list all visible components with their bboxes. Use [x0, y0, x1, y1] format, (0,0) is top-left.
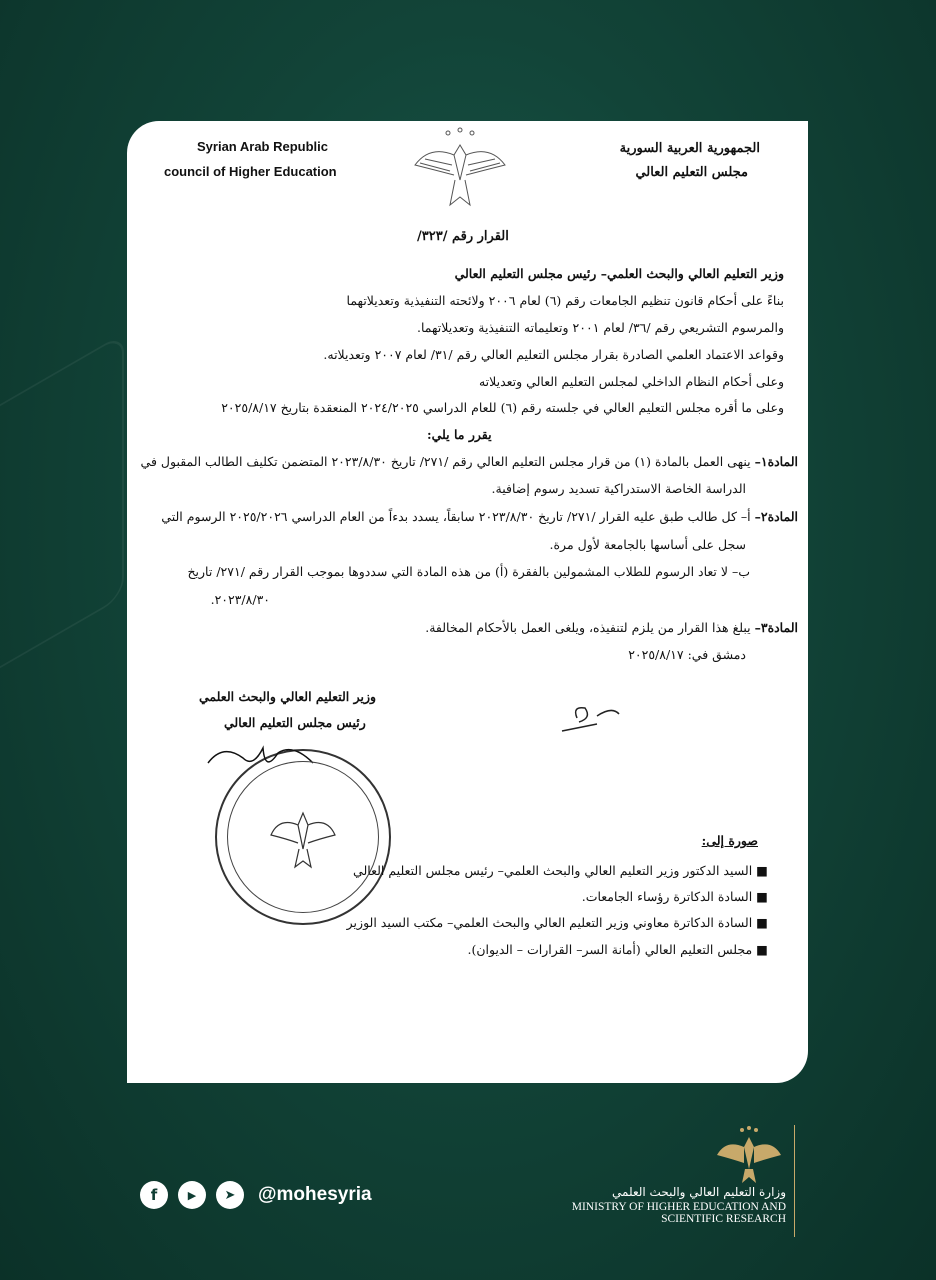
telegram-icon[interactable]: ➤: [216, 1181, 244, 1209]
decides-heading: يقرر ما يلي:: [427, 427, 492, 442]
article-2-label: المادة٢–: [754, 509, 798, 524]
article-3-label: المادة٣–: [754, 620, 798, 635]
copy-recipient: ■ السيد الدكتور وزير التعليم العالي والبحث العلمي– رئيس مجلس التعليم العالي: [353, 863, 768, 878]
official-stamp: [215, 749, 391, 925]
article-2b-cont: [211, 592, 750, 607]
article-1-text: ينهى العمل بالمادة (١) من قرار مجلس التعليم العالي رقم /٢٧١/ تاريخ ٢٠٢٣/٨/٣٠ المتضمن تكليف الطالب المقبول في: [140, 454, 751, 469]
social-links: [140, 1181, 372, 1209]
header-ar-council: مجلس التعليم العالي: [635, 165, 748, 180]
copy-recipient: ■ السادة الدكاترة رؤساء الجامعات.: [581, 889, 768, 904]
header-en-council: council of Higher Education: [164, 164, 337, 179]
facebook-icon[interactable]: f: [140, 1181, 168, 1209]
preamble-line: وقواعد الاعتماد العلمي الصادرة بقرار مجلس التعليم العالي رقم /٣١/ لعام ٢٠٠٧ وتعديلاته.: [323, 347, 784, 362]
article-1-label: المادة١–: [754, 454, 798, 469]
signatory-title: وزير التعليم العالي والبحث العلمي: [199, 689, 377, 704]
ministry-eagle-logo-icon: [714, 1125, 784, 1185]
article-1: [141, 454, 798, 469]
footer-divider: [794, 1125, 795, 1237]
ministry-en-line1: MINISTRY OF HIGHER EDUCATION AND: [571, 1201, 786, 1213]
preamble-line: وعلى ما أقره مجلس التعليم العالي في جلسته رقم (٦) للعام الدراسي ٢٠٢٤/٢٠٢٥ المنعقدة بتاريخ ٢٠٢٥/٨/١٧: [221, 400, 784, 415]
article-3-text: يبلغ هذا القرار من يلزم لتنفيذه، ويلغى العمل بالأحكام المخالفة.: [425, 620, 751, 635]
article-2b: ب– لا تعاد الرسوم للطلاب المشمولين بالفقرة (أ) من هذه المادة التي سددوها بموجب القرار رقم /٢٧١/ تاريخ: [187, 564, 750, 579]
place-date: دمشق في: ٢٠٢٥/٨/١٧: [628, 647, 746, 662]
article-2b-date: ٢٠٢٣/٨/٣٠.: [210, 592, 270, 607]
ministry-en-line2: SCIENTIFIC RESEARCH: [661, 1213, 786, 1225]
preamble-line: وعلى أحكام النظام الداخلي لمجلس التعليم العالي وتعديلاته: [478, 374, 784, 389]
preamble-line: بناءً على أحكام قانون تنظيم الجامعات رقم (٦) لعام ٢٠٠٦ ولائحته التنفيذية وتعديلاتهما: [346, 293, 784, 308]
article-2a-text: أ– كل طالب طبق عليه القرار /٢٧١/ تاريخ ٢٠٢٣/٨/٣٠ سابقاً، يسدد بدءاً من العام الدراسي ٢٠٢٥/٢٠٢٦ الرسوم التي: [161, 509, 751, 524]
decision-document: [127, 121, 808, 1083]
ministry-name-en: [572, 1201, 786, 1225]
signatory-subtitle: رئيس مجلس التعليم العالي: [224, 715, 366, 730]
eagle-emblem-icon: [410, 125, 510, 215]
signature-scribble-icon: [203, 733, 323, 783]
header-ar-country: الجمهورية العربية السورية: [619, 141, 760, 156]
header-en-country: Syrian Arab Republic: [197, 139, 328, 154]
article-2a-cont: سجل على أساسها بالجامعة لأول مرة.: [549, 537, 746, 552]
article-2a: [161, 509, 798, 524]
youtube-icon[interactable]: ▶: [178, 1181, 206, 1209]
decision-title: القرار رقم /٣٢٣/: [417, 229, 509, 244]
social-handle[interactable]: @mohesyria: [258, 1184, 372, 1205]
preamble-line: والمرسوم التشريعي رقم /٣٦/ لعام ٢٠٠١ وتعليماته التنفيذية وتعديلاتهما.: [416, 320, 784, 335]
article-3: [425, 620, 798, 635]
ministry-name-ar: وزارة التعليم العالي والبحث العلمي: [612, 1185, 786, 1199]
copy-recipient: ■ مجلس التعليم العالي (أمانة السر– القرارات – الديوان).: [467, 942, 768, 957]
copies-heading: صورة إلى:: [701, 833, 758, 848]
issuer: وزير التعليم العالي والبحث العلمي– رئيس مجلس التعليم العالي: [454, 266, 784, 281]
stamp-eagle-icon: [267, 801, 339, 873]
article-1-cont: الدراسة الخاصة الاستدراكية تسديد رسوم إضافية.: [491, 481, 746, 496]
copy-recipient: ■ السادة الدكاترة معاوني وزير التعليم العالي والبحث العلمي– مكتب السيد الوزير: [346, 915, 768, 930]
signature-mark-icon: [557, 696, 627, 736]
background-decoration: [0, 333, 124, 692]
